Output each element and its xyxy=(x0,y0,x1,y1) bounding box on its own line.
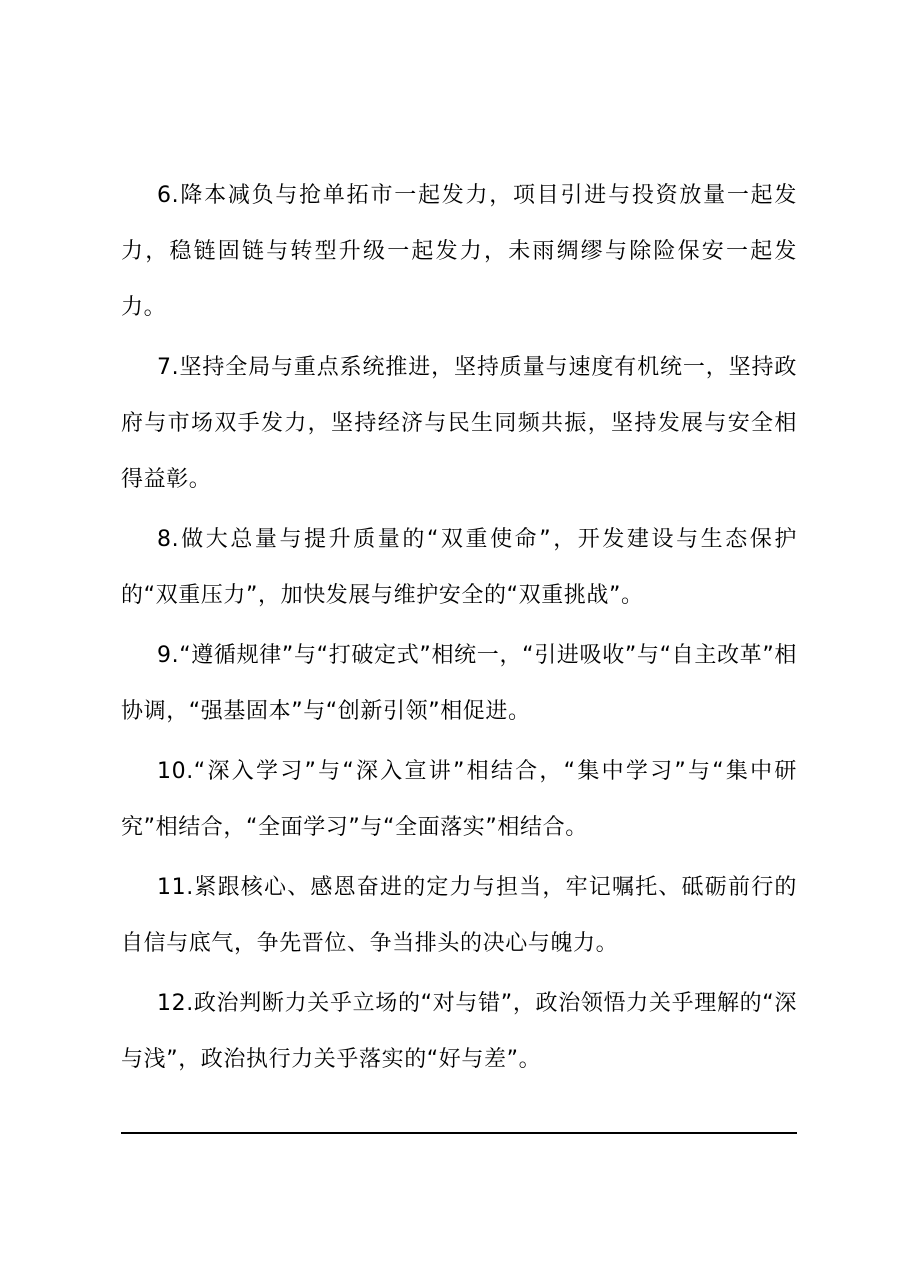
document-body xyxy=(121,168,797,1092)
bottom-divider xyxy=(121,1132,797,1134)
paragraph-10: 10.“深入学习”与“深入宣讲”相结合，“集中学习”与“集中研究”相结合，“全面学习”与“全面落实”相结合。 xyxy=(121,759,797,840)
paragraph-11: 11.紧跟核心、感恩奋进的定力与担当，牢记嘱托、砥砺前行的自信与底气，争先晋位、争当排头的决心与魄力。 xyxy=(121,875,797,956)
paragraph-8: 8.做大总量与提升质量的“双重使命”，开发建设与生态保护的“双重压力”，加快发展与维护安全的“双重挑战”。 xyxy=(121,527,797,608)
paragraph-6: 6.降本减负与抢单拓市一起发力，项目引进与投资放量一起发力，稳链固链与转型升级一起发力，未雨绸缪与除险保安一起发力。 xyxy=(121,183,797,320)
paragraph-9: 9.“遵循规律”与“打破定式”相统一，“引进吸收”与“自主改革”相协调，“强基固本”与“创新引领”相促进。 xyxy=(121,643,797,724)
paragraph-7: 7.坚持全局与重点系统推进，坚持质量与速度有机统一，坚持政府与市场双手发力，坚持经济与民生同频共振，坚持发展与安全相得益彰。 xyxy=(121,355,797,492)
paragraph-12: 12.政治判断力关乎立场的“对与错”，政治领悟力关乎理解的“深与浅”，政治执行力关乎落实的“好与差”。 xyxy=(121,991,797,1072)
